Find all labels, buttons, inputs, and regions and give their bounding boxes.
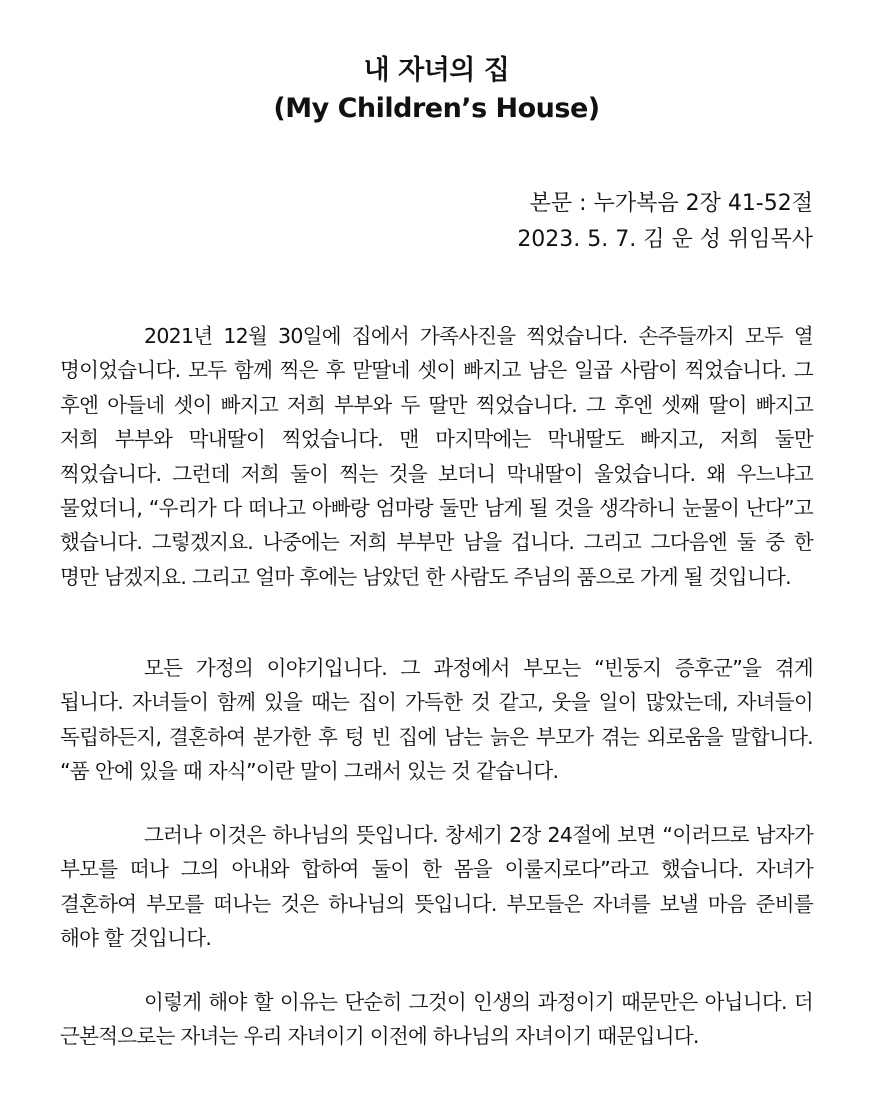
paragraph-3: 그러나 이것은 하나님의 뜻입니다. 창세기 2장 24절에 보면 “이러므로 남자가 부모를 떠나 그의 아내와 합하여 둘이 한 몸을 이룰지로다”라고 했습니다. 자녀가 결혼하여 부모를 떠나는 것은 하나님의 뜻입니다. 부모들은 자녀를 보낼 마음 준비를 해야 할 것입니다.	[60, 823, 813, 951]
document-subtitle: (My Children’s House)	[273, 93, 600, 124]
scripture-reference: 본문 : 누가복음 2장 41-52절	[529, 191, 813, 216]
date-author: 2023. 5. 7. 김 운 성 위임목사	[517, 227, 813, 252]
paragraph-4: 이렇게 해야 할 이유는 단순히 그것이 인생의 과정이기 때문만은 아닙니다. 더 근본적으로는 자녀는 우리 자녀이기 이전에 하나님의 자녀이기 때문입니다.	[60, 990, 813, 1049]
paragraph-2: 모든 가정의 이야기입니다. 그 과정에서 부모는 “빈둥지 증후군”을 겪게 됩니다. 자녀들이 함께 있을 때는 집이 가득한 것 같고, 웃을 일이 많았는데, 자녀들이 독립하든지, 결혼하여 분가한 후 텅 빈 집에 남는 늙은 부모가 겪는 외로움을 말합니다. “품 안에 있을 때 자식”이란 말이 그래서 있는 것 같습니다.	[60, 656, 813, 784]
paragraph-1: 2021년 12월 30일에 집에서 가족사진을 찍었습니다. 손주들까지 모두 열 명이었습니다. 모두 함께 찍은 후 맏딸네 셋이 빠지고 남은 일곱 사람이 찍었습니다. 그 후엔 아들네 셋이 빠지고 저희 부부와 두 딸만 찍었습니다. 그 후엔 셋째 딸이 빠지고 저희 부부와 막내딸이 찍었습니다. 맨 마지막에는 막내딸도 빠지고, 저희 둘만 찍었습니다. 그런데 저희 둘이 찍는 것을 보더니 막내딸이 울었습니다. 왜 우느냐고 물었더니, “우리가 다 떠나고 아빠랑 엄마랑 둘만 남게 될 것을 생각하니 눈물이 난다”고 했습니다. 그렇겠지요. 나중에는 저희 부부만 남을 겁니다. 그리고 그다음엔 둘 중 한 명만 남겠지요. 그리고 얼마 후에는 남았던 한 사람도 주님의 품으로 가게 될 것입니다.	[60, 324, 813, 589]
document-title: 내 자녀의 집	[363, 55, 510, 86]
